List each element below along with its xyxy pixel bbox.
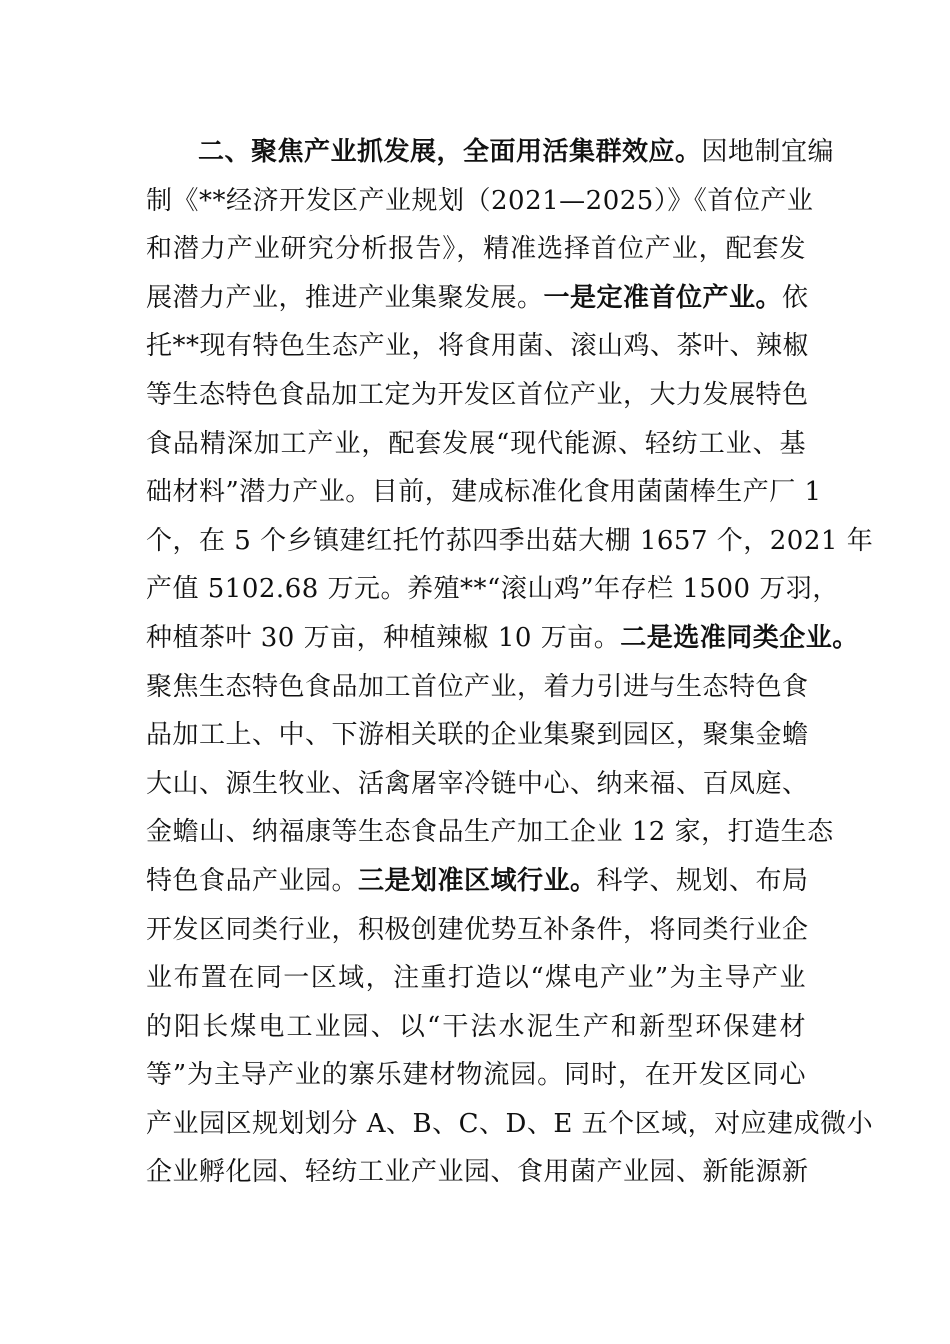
text-line bbox=[146, 322, 810, 371]
text-run: 制《**经济开发区产业规划（2021—2025）》《首位产业 bbox=[146, 185, 814, 216]
text-run: 大山、源生牧业、活禽屠宰冷链中心、纳来福、百凤庭、 bbox=[146, 768, 809, 799]
text-line bbox=[146, 906, 809, 955]
text-run: 展潜力产业，推进产业集聚发展。 bbox=[146, 282, 544, 313]
text-line bbox=[146, 1051, 806, 1100]
text-run: 种植茶叶 30 万亩，种植辣椒 10 万亩。 bbox=[146, 622, 621, 653]
text-run: 企业孵化园、轻纺工业产业园、食用菌产业园、新能源新 bbox=[146, 1157, 809, 1188]
bold-heading-run: 二、聚焦产业抓发展，全面用活集群效应。 bbox=[198, 137, 702, 167]
text-run: 的阳长煤电工业园、以“干法水泥生产和新型环保建材 bbox=[146, 1011, 806, 1042]
text-run: 产业园区规划划分 A、B、C、D、E 五个区域，对应建成微小 bbox=[146, 1108, 874, 1139]
bold-heading-run: 一是定准首位产业。 bbox=[543, 282, 783, 313]
text-run: 业布置在同一区域，注重打造以“煤电产业”为主导产业 bbox=[146, 963, 806, 994]
text-line bbox=[146, 1100, 874, 1149]
text-run: 品加工上、中、下游相关联的企业集聚到园区，聚集金蟾 bbox=[146, 720, 809, 751]
text-line bbox=[146, 565, 839, 614]
text-line bbox=[146, 517, 874, 566]
text-line bbox=[146, 808, 834, 857]
text-line bbox=[146, 954, 806, 1003]
text-run: 开发区同类行业，积极创建优势互补条件，将同类行业企 bbox=[146, 914, 809, 945]
text-line bbox=[146, 468, 822, 517]
text-line bbox=[146, 274, 809, 323]
text-run: 依 bbox=[782, 282, 809, 313]
text-run: 等生态特色食品加工定为开发区首位产业，大力发展特色 bbox=[146, 379, 809, 410]
text-run: 金蟾山、纳福康等生态食品生产加工企业 12 家，打造生态 bbox=[146, 817, 834, 848]
text-line bbox=[146, 1148, 809, 1197]
text-line bbox=[146, 420, 806, 469]
text-run: 等”为主导产业的寨乐建材物流园。同时，在开发区同心 bbox=[146, 1060, 806, 1091]
text-line bbox=[146, 1003, 806, 1052]
text-run: 食品精深加工产业，配套发展“现代能源、轻纺工业、基 bbox=[146, 428, 806, 459]
text-line bbox=[146, 663, 809, 712]
text-line bbox=[146, 857, 809, 906]
bold-heading-run: 三是划准区域行业。 bbox=[358, 865, 597, 896]
document-body bbox=[146, 128, 874, 1197]
text-line bbox=[146, 128, 835, 177]
text-run: 托**现有特色生态产业，将食用菌、滚山鸡、茶叶、辣椒 bbox=[146, 331, 810, 362]
text-line bbox=[146, 614, 859, 663]
text-run: 础材料”潜力产业。目前，建成标准化食用菌菌棒生产厂 1 bbox=[146, 477, 822, 508]
text-run: 产值 5102.68 万元。养殖**“滚山鸡”年存栏 1500 万羽， bbox=[146, 574, 839, 605]
text-line bbox=[146, 760, 809, 809]
text-line bbox=[146, 711, 809, 760]
text-line bbox=[146, 177, 814, 226]
text-run: 个，在 5 个乡镇建红托竹荪四季出菇大棚 1657 个，2021 年 bbox=[146, 525, 874, 556]
text-run: 因地制宜编 bbox=[701, 137, 835, 167]
text-run: 特色食品产业园。 bbox=[146, 865, 359, 896]
text-line bbox=[146, 371, 809, 420]
text-line bbox=[146, 225, 806, 274]
bold-heading-run: 二是选准同类企业。 bbox=[620, 622, 859, 653]
text-run: 聚焦生态特色食品加工首位产业，着力引进与生态特色食 bbox=[146, 671, 809, 702]
text-run: 科学、规划、布局 bbox=[596, 865, 809, 896]
text-run: 和潜力产业研究分析报告》，精准选择首位产业，配套发 bbox=[146, 234, 806, 265]
